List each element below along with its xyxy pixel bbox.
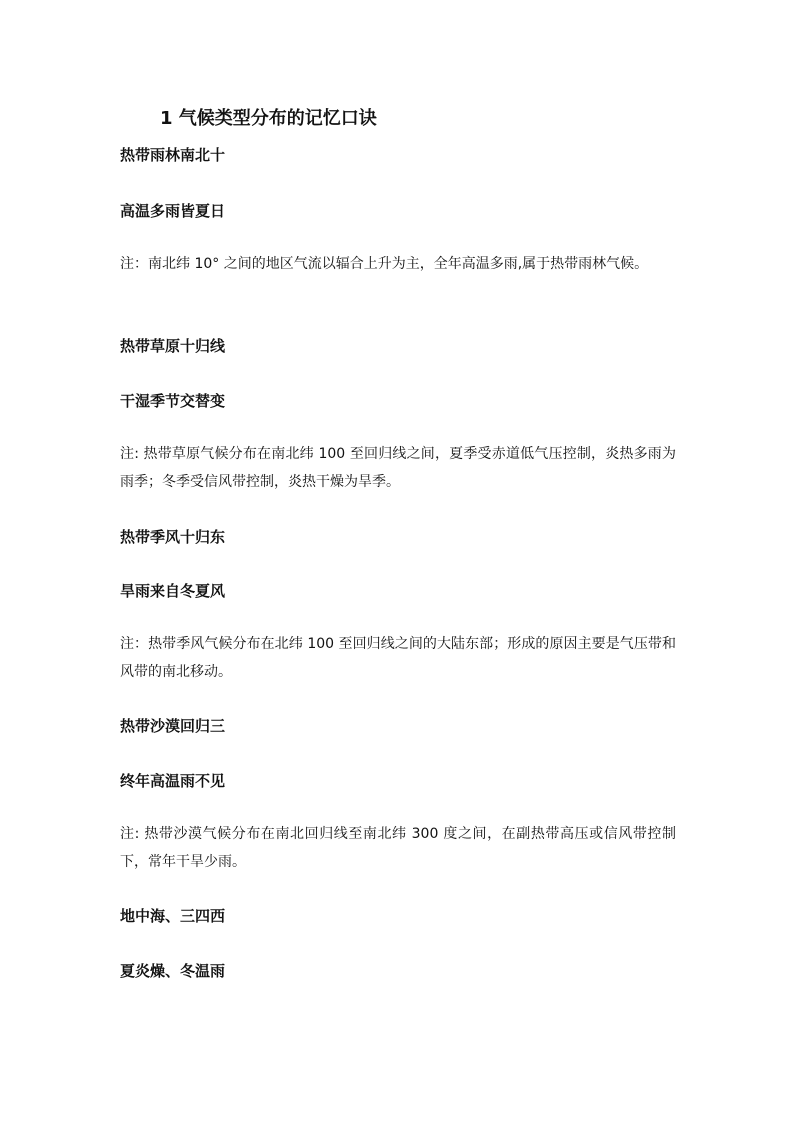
note-paragraph: 注：南北纬 10° 之间的地区气流以辐合上升为主，全年高温多雨,属于热带雨林气候。 xyxy=(120,256,649,272)
page-title: 1 气候类型分布的记忆口诀 xyxy=(160,108,377,129)
verse-line: 夏炎燥、冬温雨 xyxy=(120,962,226,980)
verse-line: 地中海、三四西 xyxy=(120,907,226,925)
verse-line: 热带雨林南北十 xyxy=(120,146,226,164)
verse-line: 热带沙漠回归三 xyxy=(120,717,226,735)
verse-line: 热带季风十归东 xyxy=(120,528,226,546)
note-paragraph: 注：热带季风气候分布在北纬 100 至回归线之间的大陆东部；形成的原因主要是气压带和风带的南北移动。 xyxy=(120,636,676,680)
verse-line: 干湿季节交替变 xyxy=(120,392,226,410)
note-paragraph: 注: 热带草原气候分布在南北纬 100 至回归线之间，夏季受赤道低气压控制，炎热多雨为雨季；冬季受信风带控制，炎热干燥为旱季。 xyxy=(120,446,676,490)
verse-line: 高温多雨皆夏日 xyxy=(120,202,226,220)
verse-line: 旱雨来自冬夏风 xyxy=(120,582,226,600)
verse-line: 热带草原十归线 xyxy=(120,337,226,355)
verse-line: 终年高温雨不见 xyxy=(120,772,226,790)
note-paragraph: 注: 热带沙漠气候分布在南北回归线至南北纬 300 度之间，在副热带高压或信风带控制下，常年干旱少雨。 xyxy=(120,826,676,870)
